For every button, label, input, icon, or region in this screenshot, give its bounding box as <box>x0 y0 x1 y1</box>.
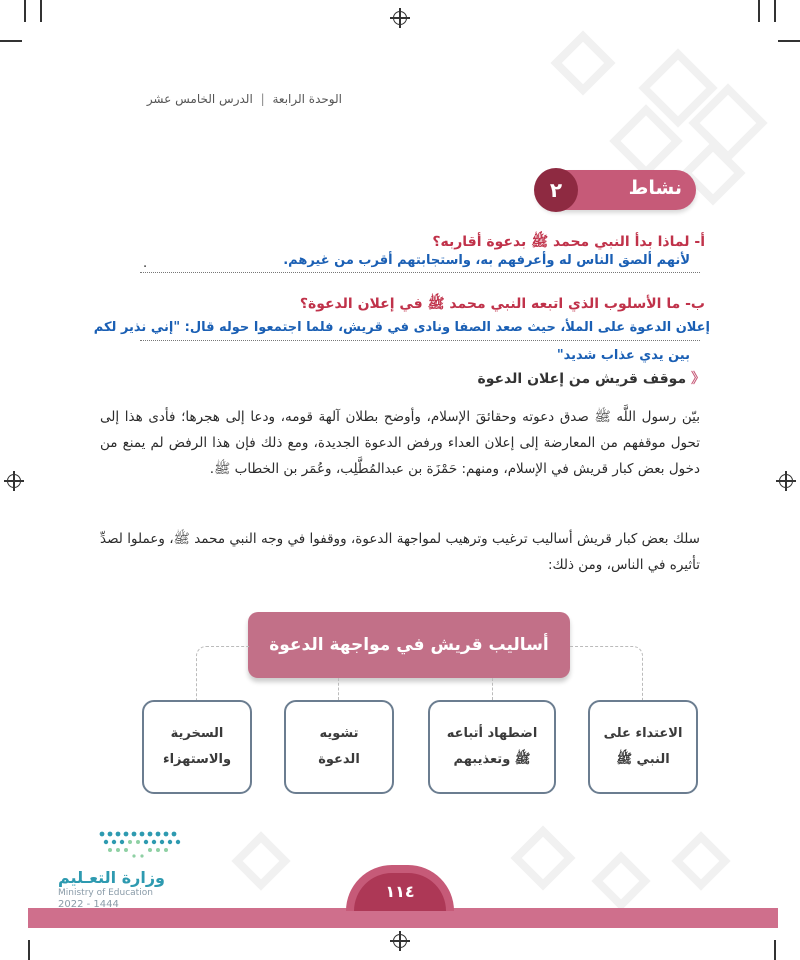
crop-mark <box>40 0 42 22</box>
unit-title: الوحدة الرابعة <box>272 92 342 106</box>
diagram-title: أساليب قريش في مواجهة الدعوة <box>248 612 570 678</box>
connector-line <box>196 646 249 701</box>
activity-number: ٢ <box>534 168 578 212</box>
ministry-name-english: Ministry of Education <box>58 888 153 898</box>
diagram-item-distortion <box>284 700 394 794</box>
crop-mark <box>778 40 800 42</box>
question-a: أ- لماذا بدأ النبي محمد ﷺ بدعوة أقاربه؟ <box>432 234 705 250</box>
connector-line <box>570 646 643 701</box>
chevron-left-icon: 《 <box>691 371 705 387</box>
lesson-title: الدرس الخامس عشر <box>146 92 253 106</box>
item-line: والاستهزاء <box>162 752 232 767</box>
answer-line <box>140 340 700 341</box>
footer-band <box>28 908 778 928</box>
diagram-item-persecution <box>428 700 556 794</box>
item-line: النبي ﷺ <box>616 752 670 767</box>
item-line: تشويه <box>319 726 359 741</box>
registration-mark-icon <box>393 11 407 25</box>
diagram-item-assault <box>588 700 698 794</box>
registration-mark-icon <box>779 474 793 488</box>
connector-line <box>492 678 493 700</box>
answer-line <box>140 272 700 273</box>
item-line: السخرية <box>170 726 224 741</box>
ministry-name-arabic: وزارة التعـليم <box>58 868 165 887</box>
paragraph: سلك بعض كبار قريش أساليب ترغيب وترهيب لمواجهة الدعوة، ووقفوا في وجه النبي محمد ﷺ، وعملوا لصدِّ تأثيره في الناس، ومن ذلك: <box>100 531 700 573</box>
question-b: ب- ما الأسلوب الذي اتبعه النبي محمد ﷺ في إعلان الدعوة؟ <box>299 296 705 312</box>
item-line: ﷺ وتعذيبهم <box>453 752 531 767</box>
answer-b-line-2: بين يدي عذاب شديد" <box>556 348 690 363</box>
crop-mark <box>774 940 776 960</box>
crop-mark <box>758 0 760 22</box>
crop-mark <box>774 0 776 22</box>
answer-a: لأنهم ألصق الناس له وأعرفهم به، واستجابتهم أقرب من غيرهم. <box>283 253 690 268</box>
registration-mark-icon <box>393 934 407 948</box>
activity-label: نشاط <box>628 177 682 199</box>
item-line: الدعوة <box>318 752 360 767</box>
ministry-logo-icon <box>94 826 186 866</box>
paragraph: بيّن رسول اللَّه ﷺ صدق دعوته وحقائقَ الإسلام، وأوضح بطلان آلهة قومه، ودعا إلى هجرها؛ فأدى هذا إلى تحول موقفهم من المعارضة إلى إعلان العداء ورفض الدعوة الجديدة، ومع ذلك فإن هذا الرفض لم يمنع من دخول بعض كبار قريش في الإسلام، ومنهم: حَمْزَة بن عبدالمُطَّلِب، وعُمَر بن الخطاب ﷺ. <box>100 409 700 477</box>
activity-badge <box>536 170 696 210</box>
section-heading <box>477 368 705 388</box>
item-line: الاعتداء على <box>603 726 683 741</box>
item-line: اضطهاد أتباعه <box>446 726 538 741</box>
page-number-tab <box>346 865 454 911</box>
page-number: ١١٤ <box>354 873 446 911</box>
section-title: موقف قريش من إعلان الدعوة <box>477 371 687 387</box>
answer-b-line-1: إعلان الدعوة على الملأ، حيث صعد الصفا ونادى في قريش، فلما اجتمعوا حوله قال: "إني نذير لكم <box>93 320 710 335</box>
breadcrumb <box>147 92 342 106</box>
registration-mark-icon <box>7 474 21 488</box>
edition-year: 2022 - 1444 <box>58 899 119 910</box>
header-separator: | <box>260 92 265 106</box>
crop-mark <box>0 40 22 42</box>
diagram-item-mockery <box>142 700 252 794</box>
connector-line <box>338 678 339 700</box>
answer-end-dot: . <box>143 256 148 271</box>
crop-mark <box>24 0 26 22</box>
crop-mark <box>28 940 30 960</box>
